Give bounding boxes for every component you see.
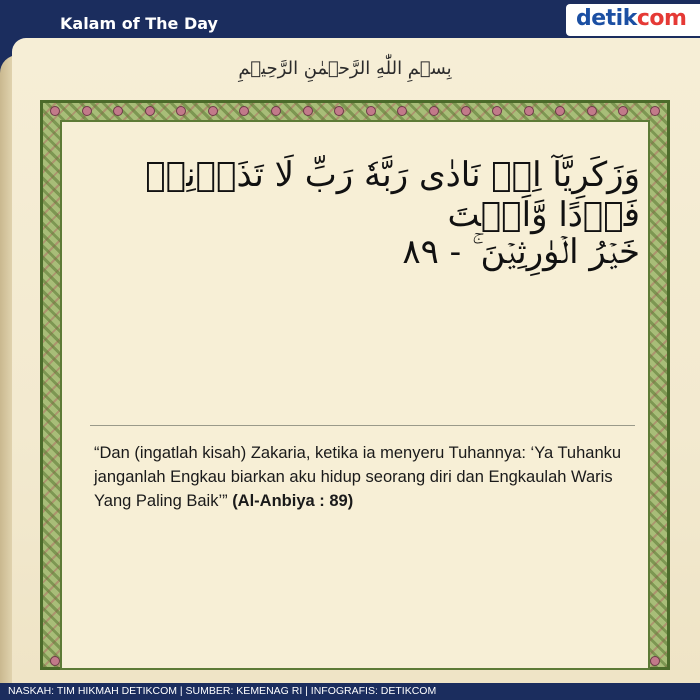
frame-ornament	[461, 106, 471, 116]
frame-ornament	[271, 106, 281, 116]
translation-body: “Dan (ingatlah kisah) Zakaria, ketika ia menyeru Tuhannya: ‘Ya Tuhanku janganlah Engkau biarkan aku hidup seorang diri dan Engkaulah Waris Yang Paling Baik’”	[94, 444, 622, 510]
verse-reference: (Al-Anbiya : 89)	[232, 492, 354, 510]
logo-part-detik: detik	[576, 6, 637, 31]
frame-ornament	[239, 106, 249, 116]
frame-ornament	[82, 106, 92, 116]
footer-bar	[0, 683, 700, 700]
arabic-verse-line-1: وَزَكَرِيَّآ اِذۡ نَادٰى رَبَّهٗ رَبِّ لَا تَذَرۡنِىۡ فَرۡدًا وَّاَنۡتَ	[145, 155, 640, 235]
frame-ornament	[429, 106, 439, 116]
frame-ornament	[50, 656, 60, 666]
divider	[90, 425, 635, 426]
frame-ornament	[397, 106, 407, 116]
frame-ornament	[145, 106, 155, 116]
frame-ornament	[555, 106, 565, 116]
frame-ornament	[50, 106, 60, 116]
logo-text	[576, 6, 686, 31]
frame-ornament	[492, 106, 502, 116]
arabic-verse-line-2: خَيۡرُ الۡوٰرِثِيۡنَ ۚ - ٨٩	[402, 232, 640, 272]
frame-beads-top	[50, 106, 660, 116]
header-title: Kalam of The Day	[60, 14, 218, 33]
frame-ornament	[650, 656, 660, 666]
frame-ornament	[587, 106, 597, 116]
frame-ornament	[208, 106, 218, 116]
frame-ornament	[176, 106, 186, 116]
frame-ornament	[366, 106, 376, 116]
frame-ornament	[334, 106, 344, 116]
frame-ornament	[524, 106, 534, 116]
frame-ornament	[650, 106, 660, 116]
frame-ornament	[303, 106, 313, 116]
logo-part-com: com	[636, 6, 687, 31]
frame-ornament	[113, 106, 123, 116]
frame-ornament	[618, 106, 628, 116]
detikcom-logo[interactable]	[566, 4, 700, 36]
footer-credits: NASKAH: TIM HIKMAH DETIKCOM | SUMBER: KEMENAG RI | INFOGRAFIS: DETIKCOM	[8, 685, 437, 697]
translation-text	[94, 441, 634, 513]
bismillah-text: بِسۡمِ اللّٰهِ الرَّحۡمٰنِ الرَّحِيۡمِ	[238, 58, 452, 79]
